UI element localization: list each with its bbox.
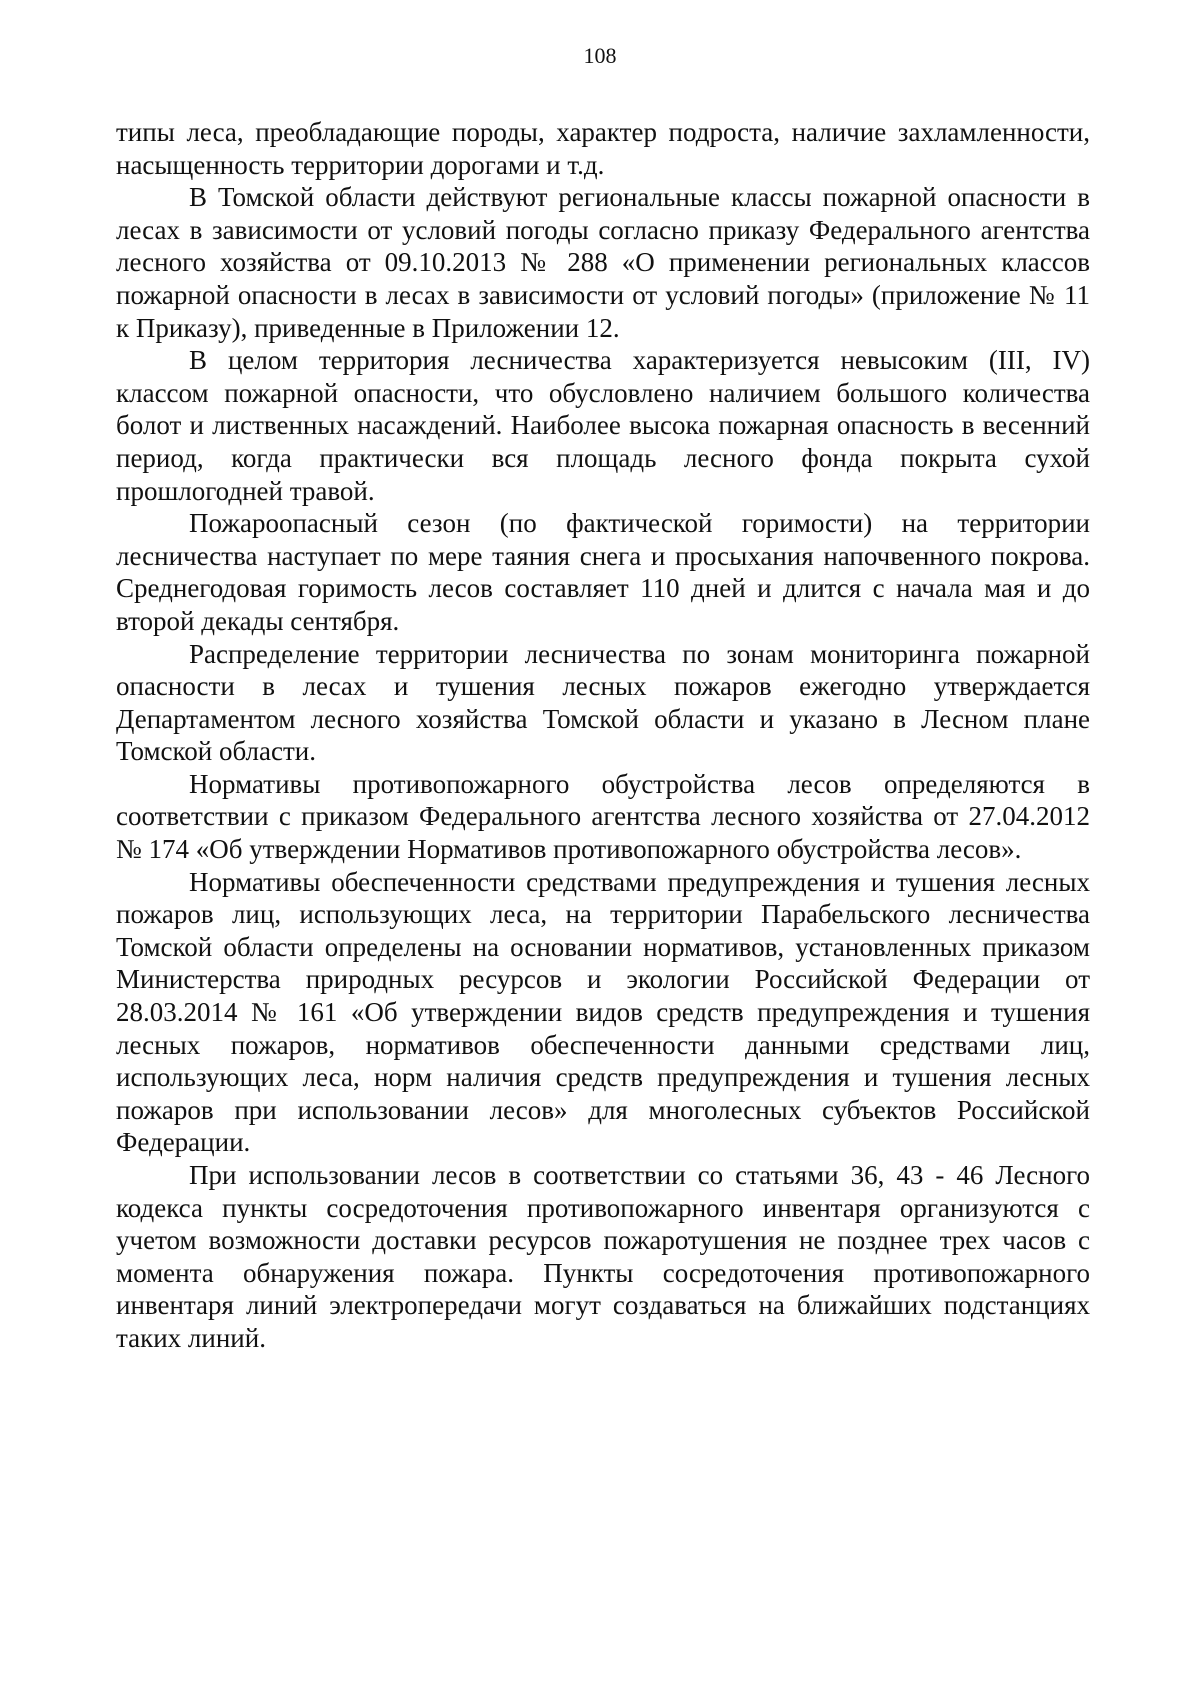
paragraph-inventory-points: При использовании лесов в соответствии со статьями 36, 43 - 46 Лесного кодекса пункты сосредоточения противопожарного инвентаря организуются с учетом возможности доставки ресурсов пожаротушения не позднее трех часов с момента обнаружения пожара. Пункты сосредоточения противопожарного инвентаря линий электропередачи могут создаваться на ближайших подстанциях таких линий. (116, 1160, 1090, 1353)
paragraph-continuation: типы леса, преобладающие породы, характер подроста, наличие захламленности, насыщенность территории дорогами и т.д. (116, 117, 1090, 180)
document-body (116, 116, 1090, 1355)
paragraph-fire-season: Пожароопасный сезон (по фактической горимости) на территории лесничества наступает по мере таяния снега и просыхания напочвенного покрова. Среднегодовая горимость лесов составляет 110 дней и длится с начала мая и до второй декады сентября. (116, 508, 1090, 636)
paragraph-fire-prevention-norms: Нормативы противопожарного обустройства лесов определяются в соответствии с приказом Федерального агентства лесного хозяйства от 27.04.2012 № 174 «Об утверждении Нормативов противопожарного обустройства лесов». (116, 768, 1090, 865)
paragraph-monitoring-zones: Распределение территории лесничества по зонам мониторинга пожарной опасности в лесах и тушения лесных пожаров ежегодно утверждается Департаментом лесного хозяйства Томской области и указано в Лесном плане Томской области. (116, 638, 1090, 767)
page-number: 108 (583, 43, 617, 68)
paragraph-regional-fire-classes: В Томской области действуют региональные классы пожарной опасности в лесах в зависимости от условий погоды согласно приказу Федерального агентства лесного хозяйства от 09.10.2013 № 288 «О применении региональных классов пожарной опасности в лесах в зависимости от условий погоды» (приложение № 11 к Приказу), приведенные в Приложении 12. (116, 182, 1090, 343)
paragraph-equipment-norms: Нормативы обеспеченности средствами предупреждения и тушения лесных пожаров лиц, использующих леса, на территории Парабельского лесничества Томской области определены на основании нормативов, установленных приказом Министерства природных ресурсов и экологии Российской Федерации от 28.03.2014 № 161 «Об утверждении видов средств предупреждения и тушения лесных пожаров, нормативов обеспеченности данными средствами лиц, использующих леса, норм наличия средств предупреждения и тушения лесных пожаров при использовании лесов» для многолесных субъектов Российской Федерации. (116, 866, 1090, 1158)
paragraph-fire-danger-class: В целом территория лесничества характеризуется невысоким (III, IV) классом пожарной опасности, что обусловлено наличием большого количества болот и лиственных насаждений. Наиболее высока пожарная опасность в весенний период, когда практически вся площадь лесного фонда покрыта сухой прошлогодней травой. (116, 345, 1090, 506)
